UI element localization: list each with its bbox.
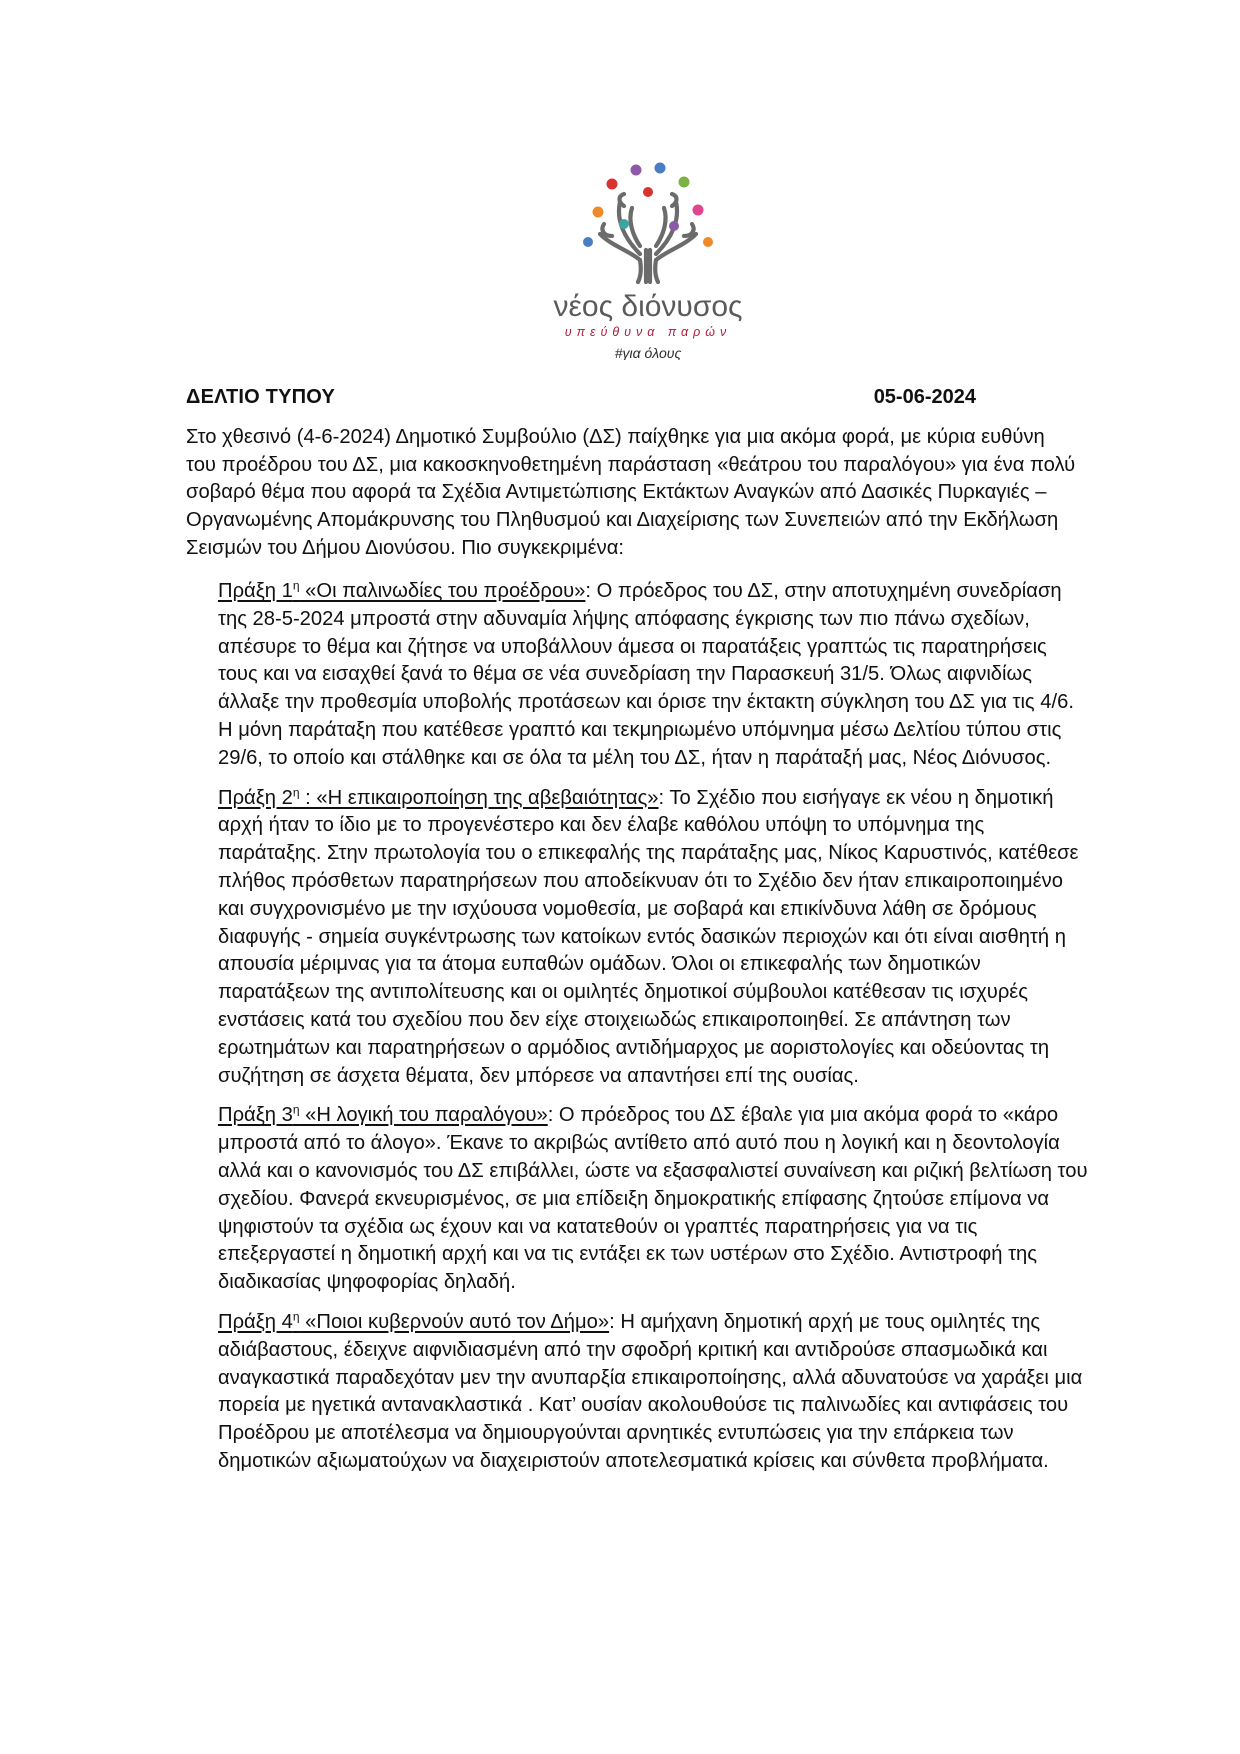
- act-title: Πράξη $3^\eta$ «Η λογική του παραλόγου»: [218, 1102, 548, 1127]
- logo-tagline: υπεύθυνα παρών: [564, 325, 732, 339]
- act-body: Ο πρόεδρος του ΔΣ, στην αποτυχημένη συνεδρίαση της 28-5-2024 μπροστά στην αδυναμία λήψης απόφασης έγκρισης των πιο πάνω σχεδίων, απέσυρε το θέμα και ζήτησε να υποβάλλουν άμεσα οι παρατάξεις γραπτώς τις παρατηρήσεις τους και να εισαχθεί ξανά το θέμα σε νέα συνεδρίαση την Παρασκευή 31/5. Όλως αιφνιδίως άλλαξε την προθεσμία υποβολής προτάσεων και όρισε την έκτακτη σύγκληση του ΔΣ για τις 4/6. Η μόνη παράταξη που κατέθεσε γραπτό και τεκμηριωμένο υπόμνημα μέσω Δελτίου τύπου στις 29/6, το οποίο και στάλθηκε και σε όλα τα μέλη του ΔΣ, ήταν η παράταξή μας, Νέος Διόνυσος.: [218, 580, 1074, 769]
- act-paragraph: [218, 1102, 1090, 1297]
- header-row: [186, 386, 976, 416]
- logo-hashtag: #για όλους: [614, 345, 682, 360]
- act-paragraph: [218, 785, 1090, 1091]
- document-type: ΔΕΛΤΙΟ ΤΥΠΟΥ: [186, 386, 336, 408]
- act-separator: :: [585, 580, 591, 602]
- act-separator: :: [609, 1310, 615, 1333]
- act-body: Ο πρόεδρος του ΔΣ έβαλε για μια ακόμα φορά το «κάρο μπροστά από το άλογο». Έκανε το ακριβώς αντίθετο από αυτό που η λογική και η δεοντολογία αλλά και ο κανονισμός του ΔΣ επιβάλλει, ώστε να εξασφαλιστεί συναίνεση και ριζική βελτίωση του σχεδίου. Φανερά εκνευρισμένος, σε μια επίδειξη δημοκρατικής επίφασης ζητούσε επίμονα να ψηφιστούν τα σχέδια ως έχουν και να κατατεθούν οι γραπτές παρατηρήσεις για να τις επεξεργαστεί η δημοτική αρχή και να τις εντάξει εκ των υστέρων στο Σχέδιο. Αντιστροφή της διαδικασίας ψηφοφορίας δηλαδή.: [218, 1104, 1088, 1294]
- intro-paragraph: Στο χθεσινό (4-6-2024) Δημοτικό Συμβούλιο (ΔΣ) παίχθηκε για μια ακόμα φορά, με κύρια ευθύνη του προέδρου του ΔΣ, μια κακοσκηνοθετημένη παράσταση «θεάτρου του παραλόγου» για ένα πολύ σοβαρό θέμα που αφορά τα Σχέδια Αντιμετώπισης Εκτάκτων Αναγκών από Δασικές Πυρκαγιές – Οργανωμένης Απομάκρυνσης του Πληθυσμού και Διαχείρισης των Συνεπειών από την Εκδήλωση Σεισμών του Δήμου Διονύσου. Πιο συγκεκριμένα:: [186, 426, 1076, 559]
- act-body: Το Σχέδιο που εισήγαγε εκ νέου η δημοτική αρχή ήταν το ίδιο με το προγενέστερο και δεν έλαβε καθόλου υπόψη το υπόμνημα της παράταξης. Στην πρωτολογία του ο επικεφαλής της παράταξης μας, Νίκος Καρυστινός, κατέθεσε πλήθος πρόσθετων παρατηρήσεων που αποδείκνυαν ότι το Σχέδιο δεν ήταν επικαιροποιημένο και συγχρονισμένο με την ισχύουσα νομοθεσία, με σοβαρά και επικίνδυνα λάθη σε δρόμους διαφυγής - σημεία συγκέντρωσης των κατοίκων εντός δασικών περιοχών και ότι είναι αισθητή η απουσία μέριμνας για τα άτομα ευπαθών ομάδων. Όλοι οι επικεφαλής των δημοτικών παρατάξεων της αντιπολίτευσης και οι ομιλητές δημοτικοί σύμβουλοι κατέθεσαν τις ισχυρές ενστάσεις κατά του σχεδίου που δεν είχε στοιχειωδώς επικαιροποιηθεί. Σε απάντηση των ερωτημάτων και παρατηρήσεων ο αρμόδιος αντιδήμαρχος με αοριστολογίες και οδεύοντας τη συζήτηση σε άσχετα θέματα, δεν μπόρεσε να απαντήσει επί της ουσίας.: [218, 786, 1079, 1087]
- party-logo: [528, 150, 768, 360]
- act-paragraph: [218, 1309, 1090, 1476]
- act-title: Πράξη $4^\eta$ «Ποιοι κυβερνούν αυτό τον Δήμο»: [218, 1309, 610, 1333]
- act-separator: :: [658, 786, 665, 809]
- acts-list: [218, 578, 1090, 1488]
- tree-logo-icon: [528, 150, 768, 360]
- document-date: 05-06-2024: [873, 386, 976, 408]
- act-title: Πράξη $1^\eta$ «Οι παλινωδίες του προέδρου»: [218, 578, 586, 602]
- act-body: Η αμήχανη δημοτική αρχή με τους ομιλητές της αδιάβαστους, έδειχνε αιφνιδιασμένη από την σφοδρή κριτική και αντιδρούσε σπασμωδικά και αναγκαστικά παραδεχόταν μεν την ανυπαρξία επικαιροποίησης, αλλά αδυνατούσε να χαράξει μια πορεία με ηγετικά αντανακλαστικά . Κατ’ ουσίαν ακολουθούσε τις παλινωδίες και αντιφάσεις του Προέδρου με αποτέλεσμα να δημιουργούνται αρνητικές εντυπώσεις για την επάρκεια των δημοτικών αξιωματούχων να διαχειριστούν αποτελεσματικά κρίσεις και σύνθετα προβλήματα.: [218, 1310, 1083, 1472]
- act-title: Πράξη $2^\eta$ : «Η επικαιροποίηση της αβεβαιότητας»: [218, 784, 659, 809]
- act-separator: :: [547, 1104, 554, 1127]
- logo-name: νέος διόνυσος: [553, 290, 743, 323]
- act-paragraph: [218, 578, 1090, 773]
